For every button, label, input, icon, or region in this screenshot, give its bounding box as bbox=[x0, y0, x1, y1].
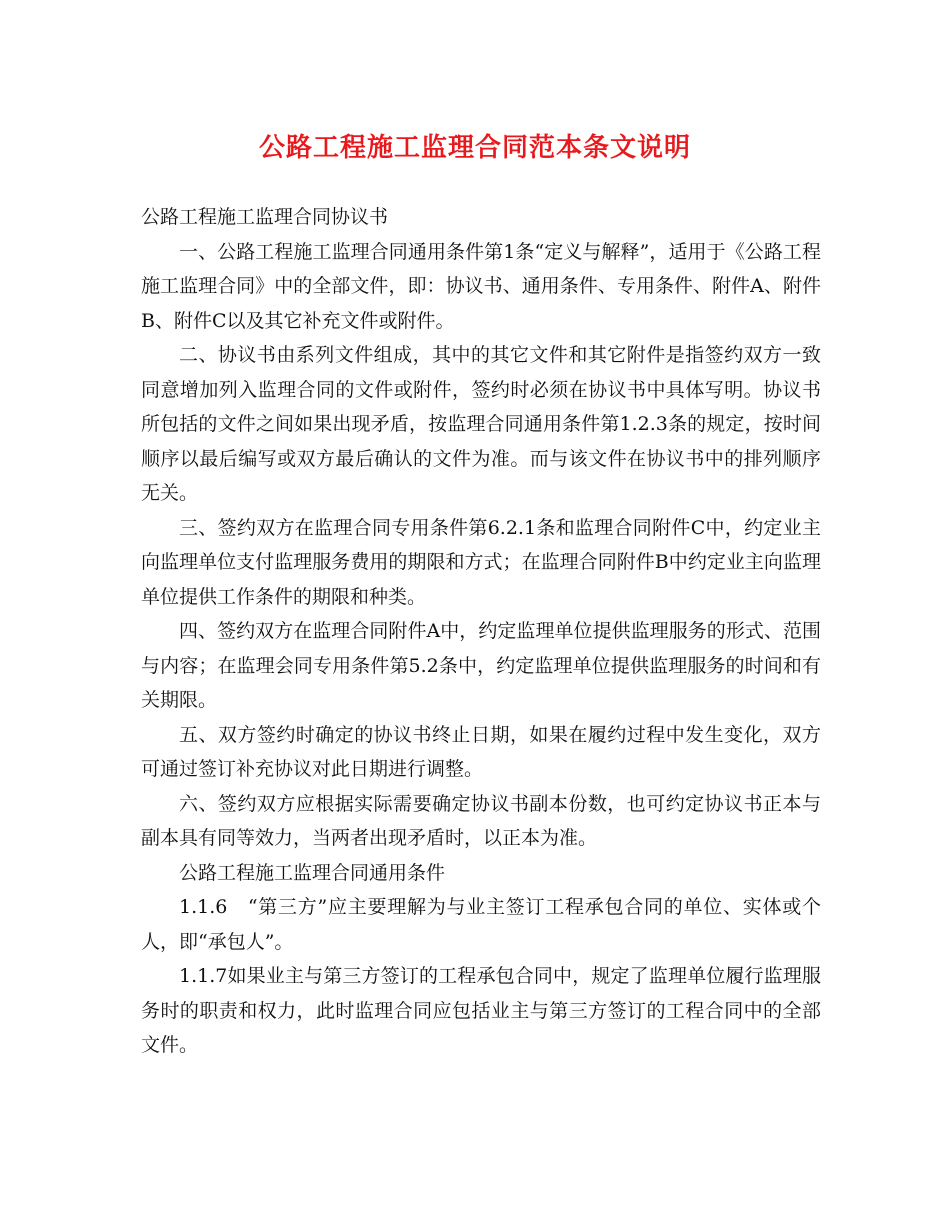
paragraph-5: 五、双方签约时确定的协议书终止日期，如果在履约过程中发生变化，双方可通过签订补充协议对此日期进行调整。 bbox=[141, 723, 821, 780]
document-title: 公路工程施工监理合同范本条文说明 bbox=[258, 133, 691, 163]
paragraph-6: 六、签约双方应根据实际需要确定协议书副本份数，也可约定协议书正本与副本具有同等效力，当两者出现矛盾时，以正本为准。 bbox=[141, 792, 821, 849]
paragraph-3: 三、签约双方在监理合同专用条件第6.2.1条和监理合同附件C中，约定业主向监理单位支付监理服务费用的期限和方式；在监理合同附件B中约定业主向监理单位提供工作条件的期限和种类。 bbox=[141, 516, 821, 608]
paragraph-1-1-6: 1.1.6 “第三方”应主要理解为与业主签订工程承包合同的单位、实体或个人，即“承包人”。 bbox=[141, 896, 821, 953]
paragraph-4: 四、签约双方在监理合同附件A中，约定监理单位提供监理服务的形式、范围与内容；在监理会同专用条件第5.2条中，约定监理单位提供监理服务的时间和有关期限。 bbox=[141, 620, 821, 711]
section-heading-general-conditions: 公路工程施工监理合同通用条件 bbox=[179, 861, 446, 884]
paragraph-1: 一、公路工程施工监理合同通用条件第1条“定义与解释”，适用于《公路工程施工监理合同》中的全部文件，即：协议书、通用条件、专用条件、附件A、附件B、附件C以及其它补充文件或附件。 bbox=[141, 240, 821, 332]
paragraph-1-1-7: 1.1.7如果业主与第三方签订的工程承包合同中，规定了监理单位履行监理服务时的职责和权力，此时监理合同应包括业主与第三方签订的工程合同中的全部文件。 bbox=[141, 965, 821, 1056]
section-heading-agreement: 公路工程施工监理合同协议书 bbox=[141, 206, 389, 228]
paragraph-2: 二、协议书由系列文件组成，其中的其它文件和其它附件是指签约双方一致同意增加列入监理合同的文件或附件，签约时必须在协议书中具体写明。协议书所包括的文件之间如果出现矛盾，按监理合同通用条件第1.2.3条的规定，按时间顺序以最后编写或双方最后确认的文件为准。而与该文件在协议书中的排列顺序无关。 bbox=[141, 344, 821, 504]
document-body bbox=[141, 200, 821, 1063]
